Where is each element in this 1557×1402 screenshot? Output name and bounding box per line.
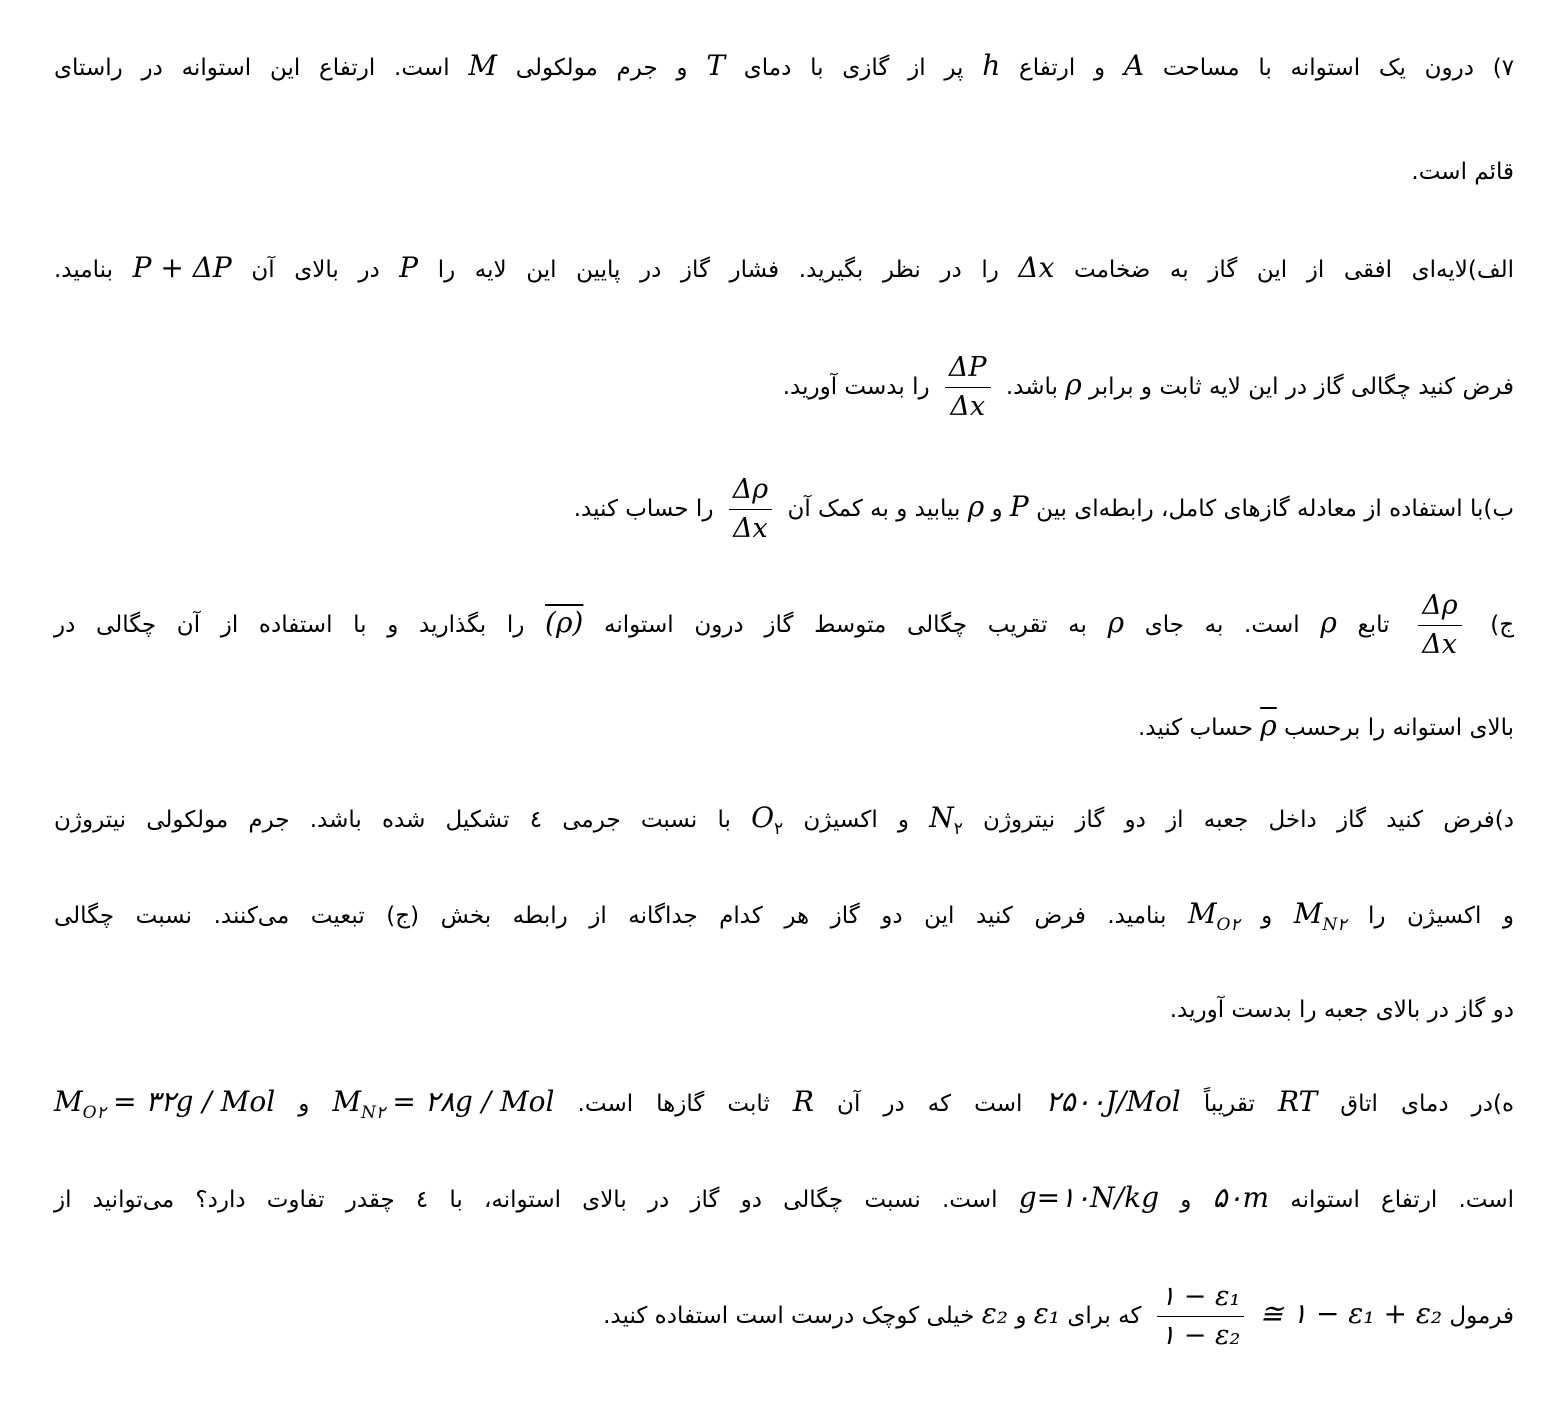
text: و [1261,903,1273,929]
fraction-denominator: Δx [950,391,986,422]
part-jim-line-1 [54,578,1514,668]
problem-intro-line-2 [54,150,1514,198]
text: را بگذارید و با استفاده از آن چگالی در [54,612,525,638]
text: ه)در دمای اتاق [1340,1091,1514,1117]
part-alef-line-1 [54,246,1514,294]
text: تابع [1357,612,1390,638]
math-approx-formula [1149,1266,1442,1364]
text: د)فرض کنید گاز داخل جعبه از دو گاز نیتروژن [983,807,1515,833]
subscript: ۲ [953,819,963,839]
math-T: T [706,49,725,82]
math-M: M [1187,897,1217,930]
fraction-numerator: Δρ [1418,589,1461,626]
text: در بالای آن [251,257,380,283]
subscript: N۲ [361,1103,386,1123]
math-P-plus-delta-P: P + ΔP [132,251,232,284]
math-value: = ۲۸g / Mol [392,1085,555,1118]
fraction-numerator: ۱ − ε₁ [1157,1280,1245,1317]
math-rho: ρ [1065,368,1082,401]
math-h: h [982,49,1001,82]
math-N2 [929,796,963,851]
fraction-denominator: Δx [1422,629,1457,660]
fraction-epsilon [1157,1280,1245,1353]
part-jim-line-2 [54,704,1514,752]
math-rho-bar: ρ [1260,709,1277,742]
math-approximation: ≅ ۱ − ε₁ + ε₂ [1259,1297,1443,1330]
fraction-numerator: ΔP [945,351,991,388]
math-rho: ρ [1320,606,1337,639]
subscript: N۲ [1322,915,1347,935]
text: و [298,1091,310,1117]
math-rho: ρ [1107,606,1125,639]
text: است. به جای [1144,612,1300,638]
text: تقریباً [1203,1091,1255,1117]
text: به تقریب چگالی متوسط گاز درون استوانه [604,612,1087,638]
part-alef-line-2 [54,340,1514,430]
text: و جرم مولکولی [515,55,688,81]
text: ب)با استفاده از معادله گازهای کامل، رابطه‌ای بین [1036,496,1514,522]
text: است. ارتفاع این استوانه در راستای [54,55,450,81]
math-M-O2-value [54,1080,275,1135]
text: حساب کنید. [1138,715,1253,741]
problem-number: ۷) [1492,55,1515,81]
text: با نسبت جرمی ٤ تشکیل شده باشد. جرم مولکولی نیتروژن [54,807,731,833]
text: خیلی کوچک درست است استفاده کنید. [603,1303,975,1329]
text: بیابید و به کمک آن [787,496,961,522]
part-he-line-1 [54,1080,1514,1128]
subscript: O۲ [82,1103,106,1123]
text: الف)لایه‌ای افقی از این گاز به ضخامت [1074,257,1515,283]
math-delta-x: Δx [1018,251,1055,284]
math-epsilon-2: ε₂ [981,1297,1009,1330]
text: است. نسبت چگالی دو گاز در بالای استوانه، با ٤ چقدر تفاوت دارد؟ می‌توانید از [54,1187,998,1213]
math-M: M [54,1085,83,1118]
math-M-O2 [1188,892,1240,947]
text: باشد. [1005,374,1058,400]
text: را حساب کنید. [573,496,714,522]
math-rho-bar: (ρ) [545,606,584,639]
text: و ارتفاع [1019,55,1106,81]
math-R: R [792,1085,814,1118]
text: قائم است. [1411,159,1514,185]
fraction-denominator: ۱ − ε₂ [1160,1320,1241,1351]
text: که برای [1067,1303,1142,1329]
text: و [991,496,1003,522]
part-be-line [54,462,1514,552]
math-A: A [1123,49,1145,82]
math-M-N2-value [332,1080,554,1135]
math-M: M [468,49,498,82]
math-O: O [751,801,775,834]
math-M-N2 [1294,892,1347,947]
fraction-numerator: Δρ [729,473,772,510]
fraction-dP-dx [945,351,991,424]
text: را در نظر بگیرید. فشار گاز در پایین این لایه را [437,257,999,283]
math-value: = ۳۲g / Mol [113,1085,276,1118]
text: دو گاز در بالای جعبه را بدست آورید. [1169,997,1514,1023]
part-he-line-3 [54,1266,1514,1362]
text: و اکسیژن [803,807,910,833]
text: بنامید. [54,257,113,283]
text: فرمول [1449,1303,1514,1329]
math-RT-value: ۲۵۰۰J/Mol [1045,1085,1181,1118]
part-dal-line-2 [54,892,1514,940]
math-RT: RT [1277,1085,1318,1118]
text: بنامید. فرض کنید این دو گاز هر کدام جداگانه از رابطه بخش (ج) تبعیت می‌کنند. نسبت چگالی [54,903,1167,929]
text: درون یک استوانه با مساحت [1162,55,1474,81]
math-height: ۵۰m [1212,1181,1270,1214]
math-M: M [332,1085,362,1118]
math-N: N [929,801,954,834]
part-he-line-2 [54,1176,1514,1224]
fraction-drho-dx [1418,589,1461,662]
subscript: ۲ [774,819,784,839]
math-rho: ρ [967,490,985,523]
math-epsilon-1: ε₁ [1033,1297,1061,1330]
text: پر از گازی با دمای [743,55,964,81]
math-O2 [751,796,783,851]
math-P: P [399,251,419,284]
fraction-denominator: Δx [733,513,768,544]
math-g: g=۱۰N/kg [1018,1181,1160,1214]
text: است که در آن [837,1091,1023,1117]
text: است. ارتفاع استوانه [1290,1187,1515,1213]
fraction-drho-dx [729,473,772,546]
text: و اکسیژن را [1367,903,1514,929]
text: و [1180,1187,1192,1213]
text: ثابت گازها است. [577,1091,770,1117]
problem-intro-line-1 [54,44,1514,92]
text: فرض کنید چگالی گاز در این لایه ثابت و برابر [1089,374,1514,400]
text: را بدست آورید. [782,374,930,400]
math-P: P [1009,490,1029,523]
math-M: M [1293,897,1323,930]
text: و [1015,1303,1027,1329]
subscript: O۲ [1216,915,1240,935]
part-dal-line-1 [54,796,1514,844]
text: ج) [1490,612,1515,638]
text: بالای استوانه را برحسب [1284,715,1514,741]
part-dal-line-3 [54,988,1514,1036]
